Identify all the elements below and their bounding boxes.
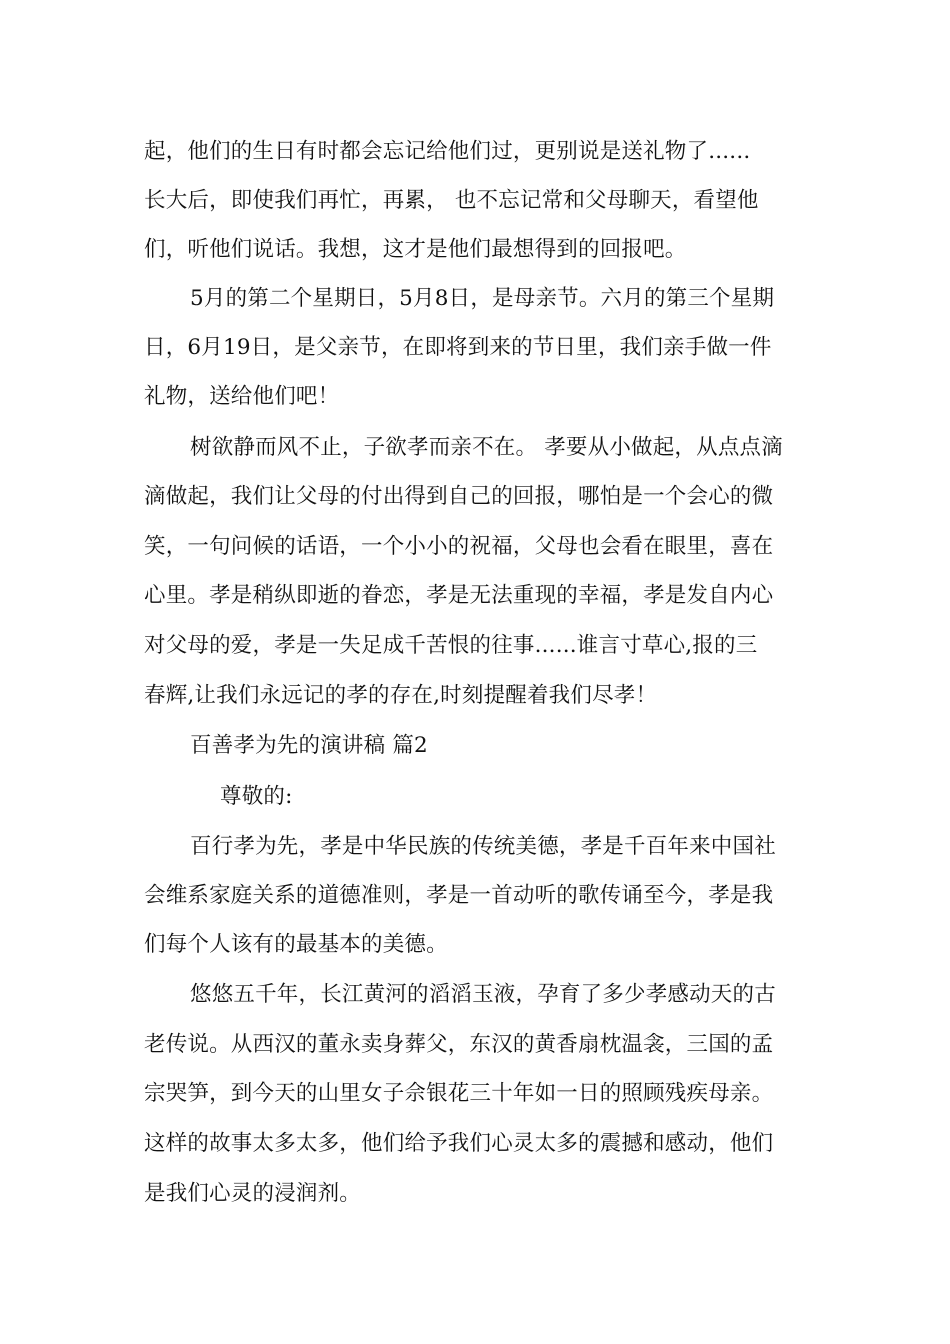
text-line: 们，听他们说话。我想，这才是他们最想得到的回报吧。 [144,237,687,262]
text-line: 心里。孝是稍纵即逝的眷恋，孝是无法重现的幸福，孝是发自内心 [144,583,774,608]
section-heading: 百善孝为先的演讲稿 篇2 [190,733,428,758]
text-line: 树欲静而风不止，子欲孝而亲不在。 孝要从小做起，从点点滴 [190,435,783,460]
text-line: 会维系家庭关系的道德准则，孝是一首动听的歌传诵至今，孝是我 [144,883,774,908]
text-line: 宗哭笋，到今天的山里女子佘银花三十年如一日的照顾残疾母亲。 [144,1081,774,1106]
text-line: 这样的故事太多太多，他们给予我们心灵太多的震撼和感动，他们 [144,1131,774,1156]
text-line: 老传说。从西汉的董永卖身葬父，东汉的黄香扇枕温衾，三国的孟 [144,1032,774,1057]
text-line: 笑，一句问候的话语，一个小小的祝福，父母也会看在眼里，喜在 [144,534,774,559]
text-line: 礼物，送给他们吧！ [144,384,340,409]
text-line: 们每个人该有的最基本的美德。 [144,932,448,957]
text-line: 日，6月19日，是父亲节，在即将到来的节日里，我们亲手做一件 [144,335,772,360]
text-line: 对父母的爱，孝是一失足成千苦恨的往事......谁言寸草心,报的三 [144,633,758,658]
text-line: 滴做起，我们让父母的付出得到自己的回报，哪怕是一个会心的微 [144,484,774,509]
text-line: 长大后，即使我们再忙，再累， 也不忘记常和父母聊天，看望他 [144,188,759,213]
text-line: 悠悠五千年，长江黄河的滔滔玉液，孕育了多少孝感动天的古 [190,982,776,1007]
salutation: 尊敬的: [220,784,293,809]
text-line: 起，他们的生日有时都会忘记给他们过，更别说是送礼物了...... [144,139,751,164]
text-line: 百行孝为先，孝是中华民族的传统美德，孝是千百年来中国社 [190,834,776,859]
text-line: 春辉,让我们永远记的孝的存在,时刻提醒着我们尽孝！ [144,683,658,708]
text-line: 是我们心灵的浸润剂。 [144,1181,362,1206]
text-line: 5月的第二个星期日，5月8日，是母亲节。六月的第三个星期 [190,286,775,311]
